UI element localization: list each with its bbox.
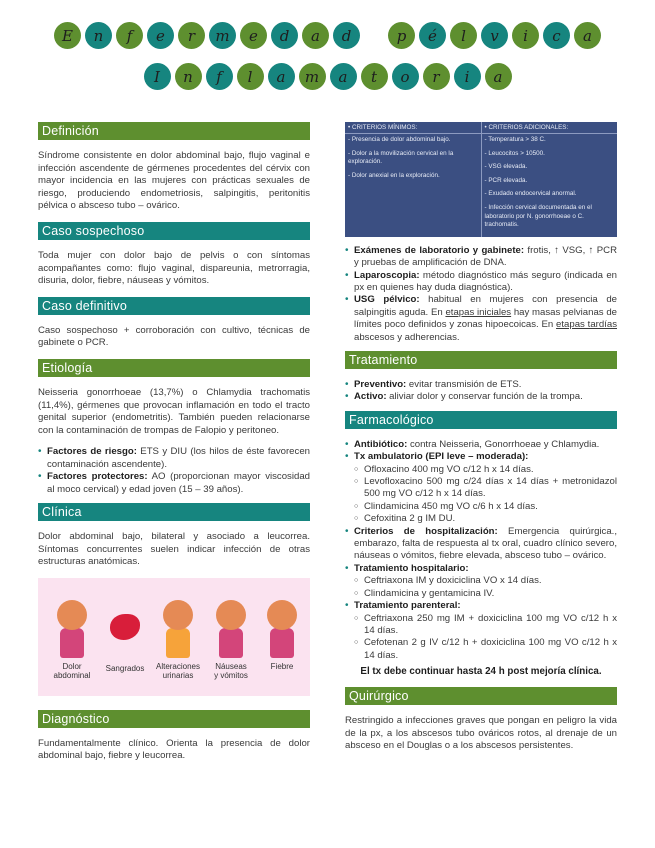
factores-riesgo-label: Factores de riesgo: [47,446,137,458]
criterios-adicionales-title: • CRITERIOS ADICIONALES: [481,122,617,134]
list-item: ○ Levofloxacino 500 mg c/24 días x 14 días + metronidazol 500 mg VO c/12 h x 14 días. [354,476,617,501]
symptom-figure [258,600,306,672]
table-cell: - Dolor anexial en la exploración. [348,171,440,179]
title-letter: f [206,63,233,90]
title-letter: e [240,22,267,49]
list-item [345,563,617,600]
activo-label: Activo: [354,391,387,403]
symptom-figure [154,600,202,681]
table-cell: - Dolor a la movilización cervical en la exploración. [348,149,454,166]
title-letter: é [419,22,446,49]
farmacologico-list [345,439,617,662]
list-item [345,391,617,403]
farmacologico-heading: Farmacológico [345,411,617,429]
symptom-figure [207,600,255,681]
girl-body-icon [60,628,84,658]
criterios-table [345,122,617,237]
title-letter: l [450,22,477,49]
title-letter: n [85,22,112,49]
definicion-heading: Definición [38,122,310,140]
etiologia-factors [38,446,310,496]
list-item: ○ Clindamicina 450 mg VO c/6 h x 14 días. [354,501,617,513]
clinica-heading: Clínica [38,503,310,521]
ambulatorio-sublist [354,464,617,526]
left-column [38,122,310,772]
table-cell: - Exudado endocervical anormal. [484,190,577,198]
title-letter: E [54,22,81,49]
usg-text: abscesos y adherencias. [354,331,460,343]
usg-text: hay masas pelvianas de límites poco definidos y zonas hipoecoicas. En [354,306,617,331]
title-letter: a [268,63,295,90]
quirurgico-text: Restringido a infecciones graves que pongan en peligro la vida de la px, a los abscesos tubo ováricos rotos, al drenaje de un absceso en el Douglas o a los abscesos persistentes. [345,715,617,752]
caso-sospechoso-heading: Caso sospechoso [38,222,310,240]
diagnostico-heading: Diagnóstico [38,710,310,728]
diagnostico-text: Fundamentalmente clínico. Orienta la presencia de dolor abdominal bajo, fiebre y leucorrea. [38,737,310,762]
blood-drop-icon [110,614,140,640]
factores-protectores-label: Factores protectores: [47,471,148,483]
parenteral-label: Tratamiento parenteral: [354,600,461,612]
list-item: ○ Ofloxacino 400 mg VO c/12 h x 14 días. [354,464,617,476]
ambulatorio-label: Tx ambulatorio (EPI leve – moderada): [354,451,529,463]
list-item [345,245,617,270]
title-letter: o [392,63,419,90]
title-letter: f [116,22,143,49]
list-item [345,451,617,525]
girl-head-icon [267,600,297,630]
girl-head-icon [57,600,87,630]
symptom-label: Náuseas y vómitos [214,661,248,681]
lap-label: Laparoscopia: [354,269,420,281]
lap-text: método diagnóstico más seguro (indicada en px en quienes hay duda diagnóstica). [354,269,617,293]
criterios-minimos-title: • CRITERIOS MÍNIMOS: [345,122,481,134]
title-letter: m [209,22,236,49]
title-letter: I [144,63,171,90]
title-letter: c [543,22,570,49]
list-item [345,600,617,662]
usg-text: etapas tardías [556,319,617,331]
list-item [38,471,310,496]
hospitalario-sublist [354,575,617,600]
parenteral-sublist [354,613,617,663]
usg-text: habitual en mujeres con presencia de salpingitis aguda. En [354,294,617,318]
tratamiento-list [345,379,617,404]
symptom-label: Sangrados [105,663,145,673]
quirurgico-heading: Quirúrgico [345,687,617,705]
hospitalario-label: Tratamiento hospitalario: [354,562,469,574]
list-item [345,439,617,451]
definicion-text: Síndrome consistente en dolor abdominal bajo, flujo vaginal e infección ascendente de gérmenes procedentes del cérvix con mayor incidencia en las mujeres con prácticas sexuales de riesgo, produciendo endometriosis, salpingitis, peritonitis pélvica o absceso tubo – ovárico. [38,150,310,212]
hosp-criterios-text: Emergencia quirúrgica., embarazo, falta de respuesta al tx oral, cuadro clínico severo, náuseas o vómitos, fiebre elevada, absceso tubo – ovárico. [354,525,617,562]
title-letter: e [147,22,174,49]
caso-sospechoso-text: Toda mujer con dolor bajo de pelvis o con síntomas acompañantes como: flujo vaginal, dispareunia, metrorragia, disuria, dolor, fiebre, náuseas y vómitos. [38,249,310,287]
table-cell: - Temperatura > 38 C. [484,136,546,143]
title-letter: i [454,63,481,90]
caso-definitivo-text: Caso sospechoso + corroboración con cultivo, técnicas de gabinete o PCR. [38,324,310,349]
criterios-adicionales-list [481,134,617,237]
antibiotico-label: Antibiótico: [354,438,408,450]
list-item: ○ Ceftriaxona IM y doxiciclina VO x 14 días. [354,575,617,587]
title-letter: m [299,63,326,90]
list-item: ○ Clindamicina y gentamicina IV. [354,588,617,600]
title-letter: n [175,63,202,90]
caso-definitivo-heading: Caso definitivo [38,297,310,315]
preventivo-label: Preventivo: [354,379,407,390]
symptom-figure [101,600,149,674]
toilet-icon [166,628,190,658]
etiologia-heading: Etiología [38,359,310,377]
estudios-list [345,245,617,344]
usg-text: etapas iniciales [445,306,512,318]
preventivo-text: evitar transmisión de ETS. [406,379,522,390]
title-letter: p [388,22,415,49]
list-item [345,379,617,391]
list-item [345,526,617,563]
table-cell: - Presencia de dolor abdominal bajo. [348,136,451,143]
lab-label: Exámenes de laboratorio y gabinete: [354,244,525,256]
usg-label: USG pélvico: [354,294,420,306]
girl-body-icon [270,628,294,658]
title-letter: t [361,63,388,90]
symptom-label: Fiebre [270,661,294,671]
title-letter: a [485,63,512,90]
table-cell: - Infección cervical documentada en el laboratorio por N. gonorrhoeae o C. trachomatis. [484,203,592,229]
title-letter: d [271,22,298,49]
girl-body-icon [219,628,243,658]
title-letter: i [512,22,539,49]
title-letter: a [302,22,329,49]
factores-riesgo-text: ETS y DIU (los hilos de éste favorecen contaminación ascendente). [47,446,310,470]
title-letter: d [333,22,360,49]
title-letter: r [423,63,450,90]
activo-text: aliviar dolor y conservar función de la trompa. [386,391,583,403]
list-item [345,294,617,344]
factores-protectores-text: AO (proporcionan mayor viscosidad al moco cervical) y edad joven (15 – 39 años). [47,471,310,495]
clinica-text: Dolor abdominal bajo, bilateral y asociado a leucorrea. Síntomas concurrentes suelen indicar infección de otras estructuras anatómicas. [38,530,310,568]
list-item [38,446,310,471]
lab-text: frotis, ↑ VSG, ↑ PCR y pruebas de amplificación de DNA. [354,244,617,269]
table-cell: - PCR elevada. [484,176,528,184]
girl-head-icon [163,600,193,630]
title-letter: l [237,63,264,90]
symptom-figure [48,600,96,681]
title-line-2 [0,63,655,90]
list-item [345,270,617,295]
title-line-1 [0,22,655,49]
title-letter: a [574,22,601,49]
title-letter: r [178,22,205,49]
list-item: ○ Cefoxitina 2 g IM DU. [354,513,617,525]
antibiotico-text: contra Neisseria, Gonorrhoeae y Chlamydia. [407,438,600,450]
final-note: El tx debe continuar hasta 24 h post mejoría clínica. [360,666,602,678]
symptom-label: Alteraciones urinarias [155,661,201,681]
tratamiento-heading: Tratamiento [345,351,617,369]
symptom-label: Dolor abdominal [53,661,91,681]
right-column [345,122,617,762]
list-item: ○ Cefotenan 2 g IV c/12 h + doxiciclina 100 mg VO c/12 h x 14 días. [354,637,617,662]
list-item: ○ Ceftriaxona 250 mg IM + doxiciclina 100 mg VO c/12 h x 14 días. [354,613,617,638]
symptoms-illustration [38,578,310,696]
title-letter: a [330,63,357,90]
hosp-criterios-label: Criterios de hospitalización: [354,525,498,537]
criterios-minimos-list [345,134,481,237]
title-letter: v [481,22,508,49]
table-cell: - VSG elevada. [484,163,528,171]
girl-head-icon [216,600,246,630]
table-cell: - Leucocitos > 10500. [484,149,545,157]
etiologia-text: Neisseria gonorrhoeae (13,7%) o Chlamydia trachomatis (11,4%), gérmenes que provocan inflamación en todo el tracto genital superior (endometritis). También pueden relacionarse con la contaminación de trompas de Falopio y peritoneo. [38,386,310,436]
